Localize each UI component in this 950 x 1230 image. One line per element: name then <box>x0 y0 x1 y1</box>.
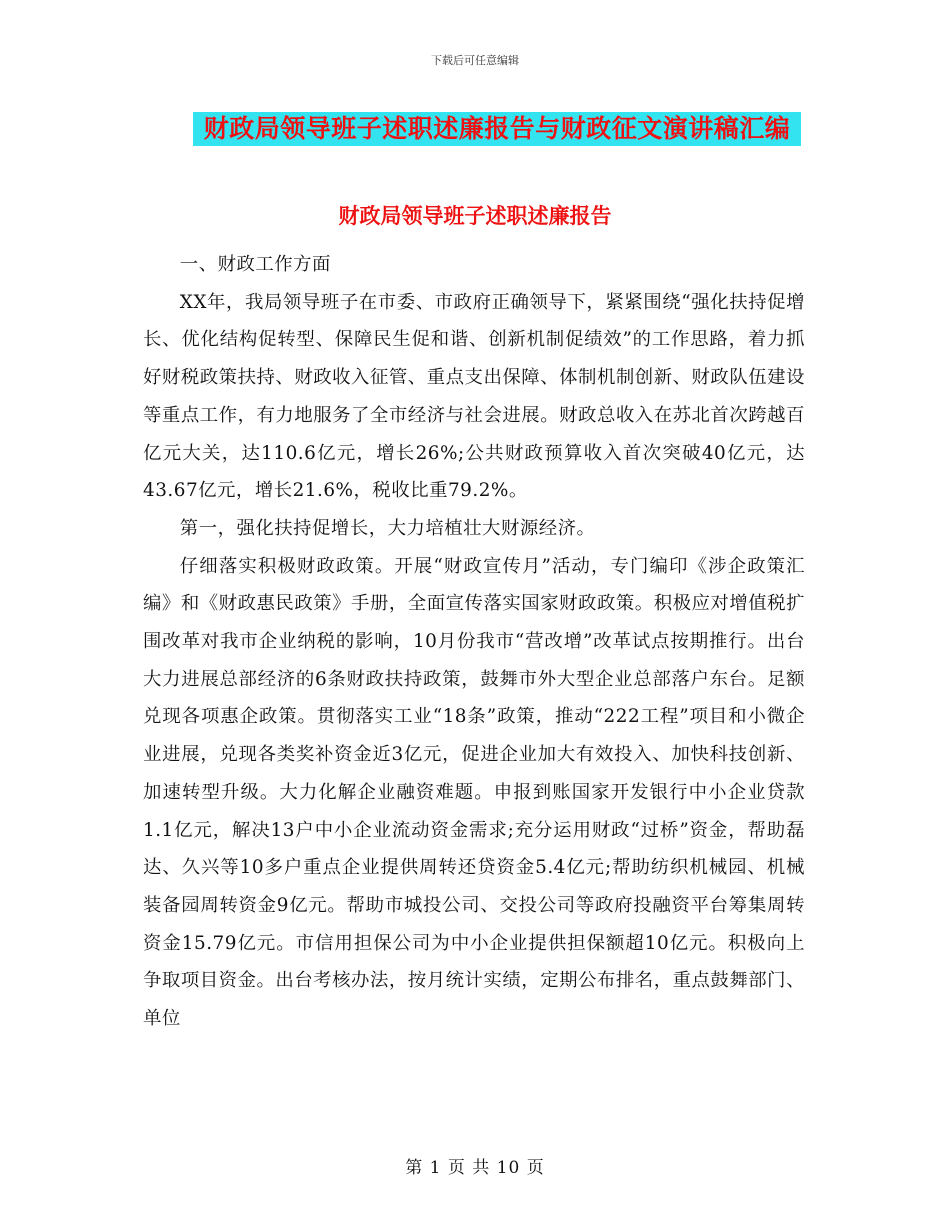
page-number-footer: 第 1 页 共 10 页 <box>405 1158 545 1178</box>
body-paragraph: 仔细落实积极财政政策。开展“财政宣传月”活动，专门编印《涉企政策汇编》和《财政惠民政策》手册，全面宣传落实国家财政政策。积极应对增值税扩围改革对我市企业纳税的影响，10月份我市“营改增”改革试点按期推行。出台大力进展总部经济的6条财政扶持政策，鼓舞市外大型企业总部落户东台。足额兑现各项惠企政策。贯彻落实工业“18条”政策，推动“222工程”项目和小微企业进展，兑现各类奖补资金近3亿元，促进企业加大有效投入、加快科技创新、加速转型升级。大力化解企业融资难题。申报到账国家开发银行中小企业贷款1.1亿元，解决13户中小企业流动资金需求;充分运用财政“过桥”资金，帮助磊达、久兴等10多户重点企业提供周转还贷资金5.4亿元;帮助纺织机械园、机械装备园周转资金9亿元。帮助市城投公司、交投公司等政府投融资平台筹集周转资金15.79亿元。市信用担保公司为中小企业提供担保额超10亿元。积极向上争取项目资金。出台考核办法，按月统计实绩，定期公布排名，重点鼓舞部门、单位 <box>143 555 805 1030</box>
document-sub-title: 财政局领导班子述职述廉报告 <box>338 203 612 228</box>
body-paragraph: 第一，强化扶持促增长，大力培植壮大财源经济。 <box>179 517 596 539</box>
document-main-title: 财政局领导班子述职述廉报告与财政征文演讲稿汇编 <box>203 114 791 143</box>
page-header-note: 下载后可任意编辑 <box>431 54 519 67</box>
body-paragraph: XX年，我局领导班子在市委、市政府正确领导下，紧紧围绕“强化扶持促增长、优化结构促转型、保障民生促和谐、创新机制促绩效”的工作思路，着力抓好财税政策扶持、财政收入征管、重点支出保障、体制机制创新、财政队伍建设等重点工作，有力地服务了全市经济与社会进展。财政总收入在苏北首次跨越百亿元大关，达110.6亿元，增长26%;公共财政预算收入首次突破40亿元，达43.67亿元，增长21.6%，税收比重79.2%。 <box>143 291 805 502</box>
main-title-highlight <box>193 112 801 146</box>
section-heading: 一、财政工作方面 <box>179 254 331 275</box>
document-body <box>143 246 805 1038</box>
